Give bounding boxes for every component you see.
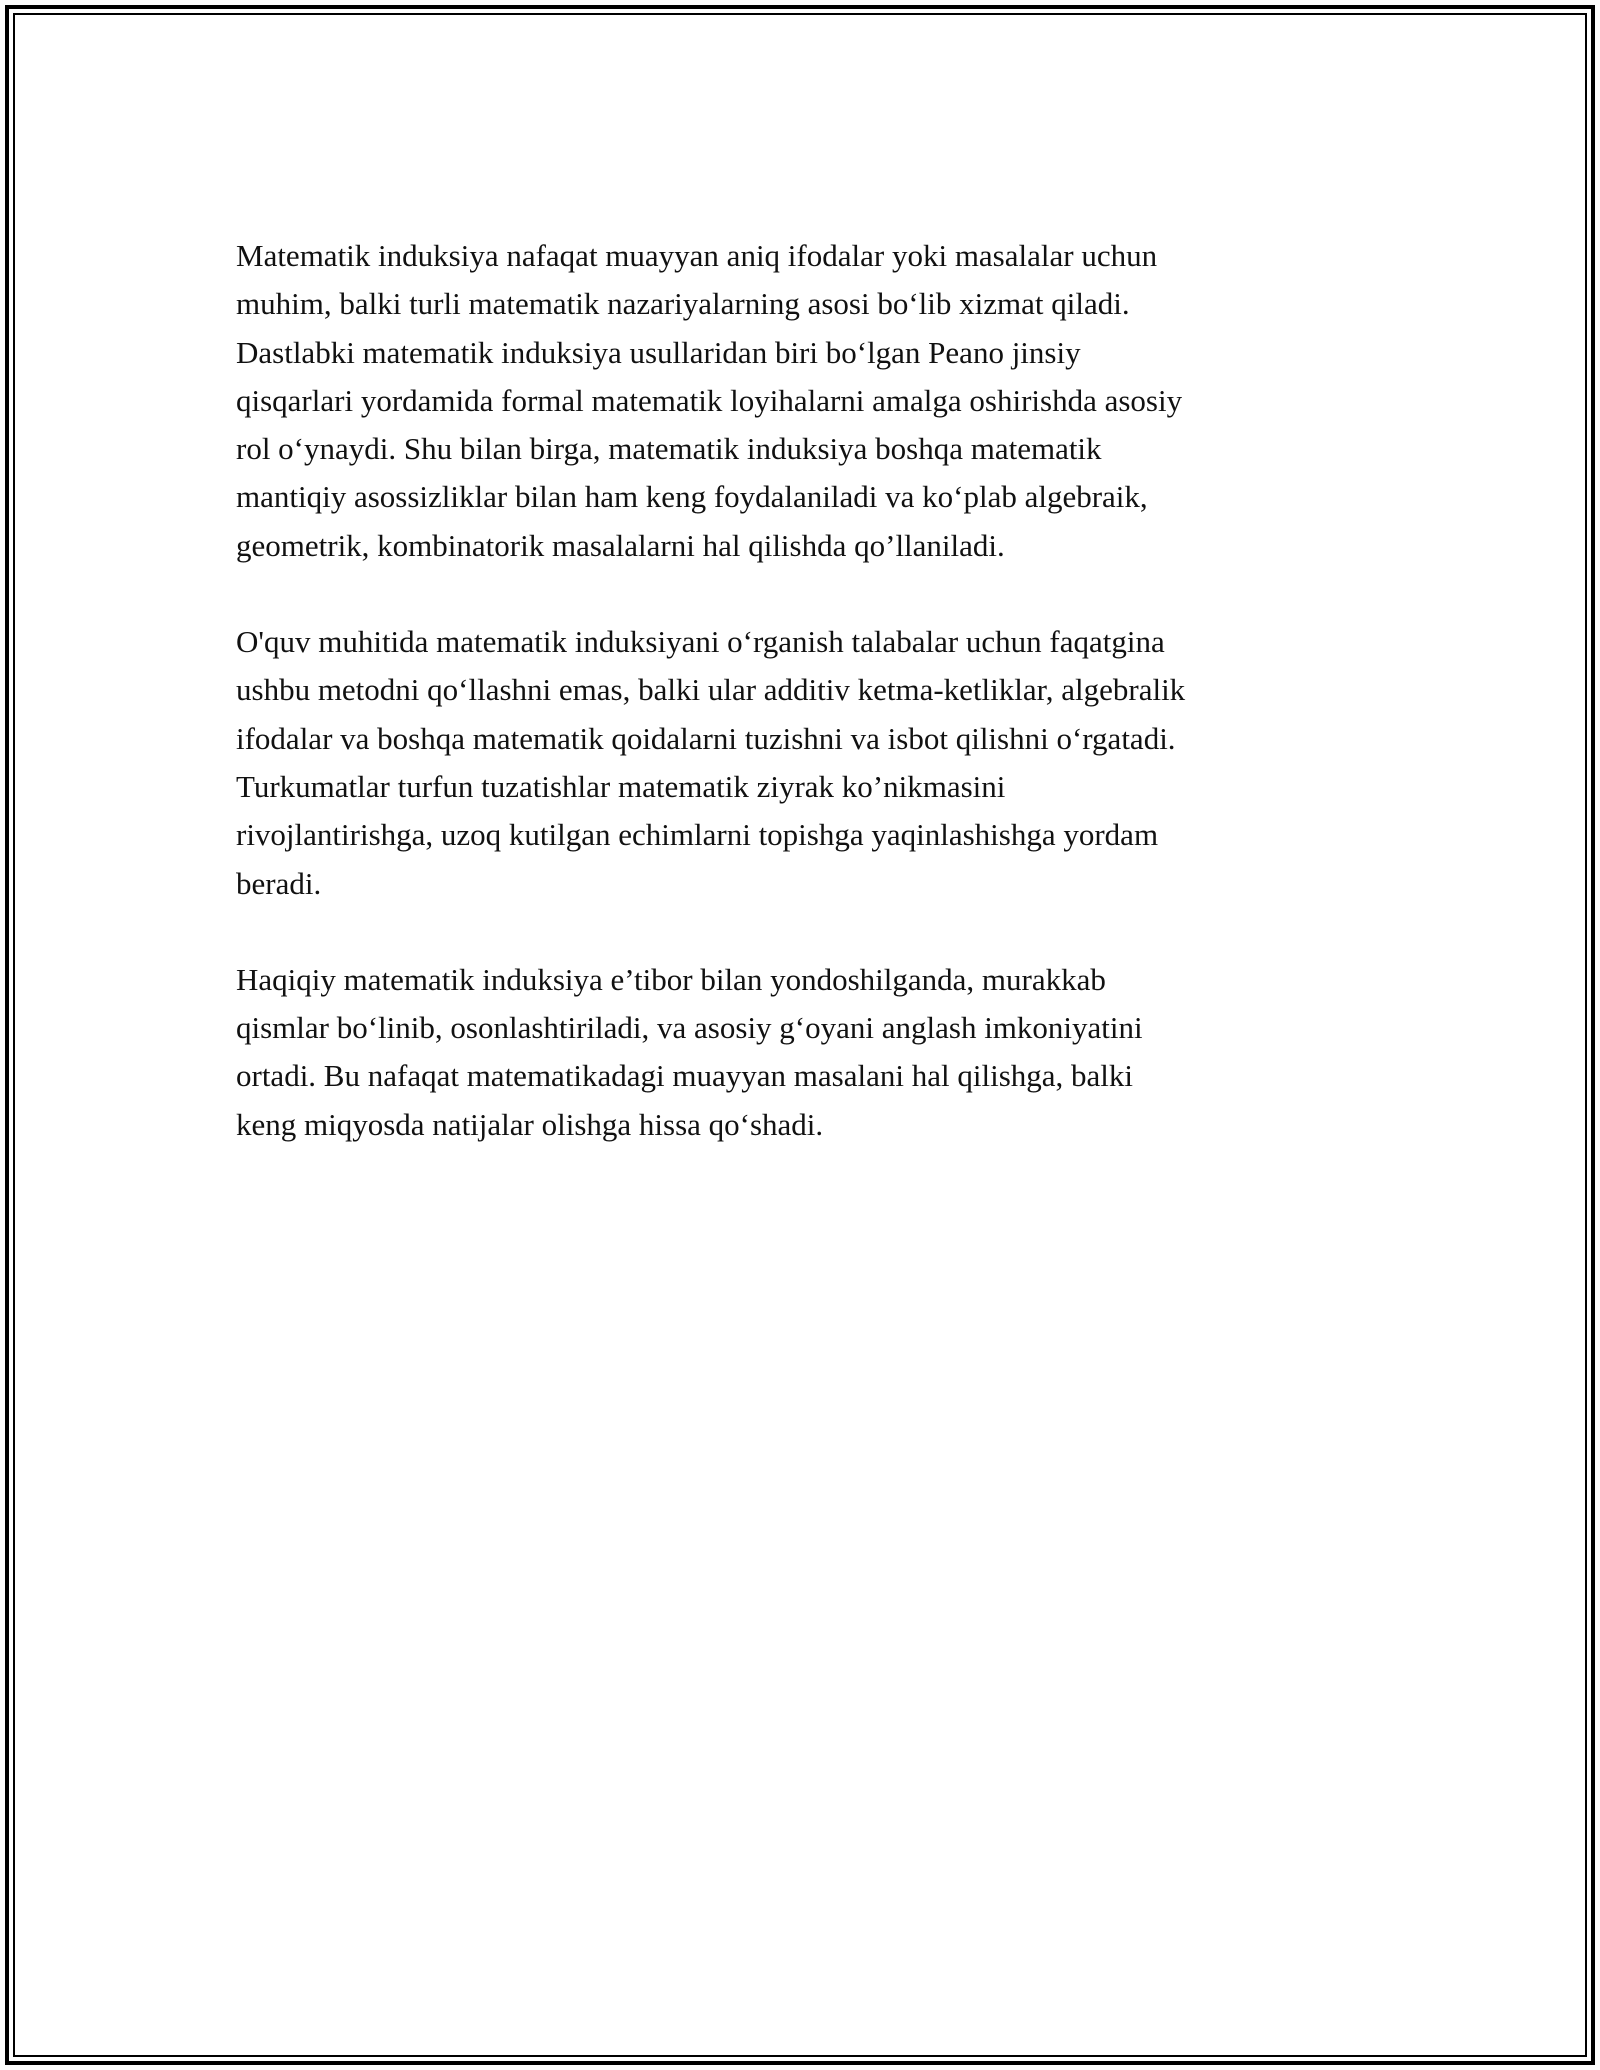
text-line: keng miqyosda natijalar olishga hissa qo‘shadi. [236, 1106, 824, 1142]
text-line: muhim, balki turli matematik nazariyalarning asosi bo‘lib xizmat qiladi. [236, 286, 1130, 322]
paragraph-3 [236, 956, 1381, 1149]
text-line: qisqarlari yordamida formal matematik loyihalarni amalga oshirishda asosiy [236, 382, 1183, 418]
text-line: Matematik induksiya nafaqat muayyan aniq ifodalar yoki masalalar uchun [236, 238, 1158, 273]
text-line: Turkumatlar turfun tuzatishlar matematik ziyrak ko’nikmasini [236, 768, 1006, 804]
text-line: geometrik, kombinatorik masalalarni hal qilishda qo’llaniladi. [236, 527, 1005, 563]
document-body [236, 232, 1381, 1197]
paragraph-2 [236, 618, 1381, 908]
text-line: rivojlantirishga, uzoq kutilgan echimlarni topishga yaqinlashishga yordam [236, 817, 1159, 853]
text-line: ushbu metodni qo‘llashni emas, balki ular additiv ketma-ketliklar, algebralik [236, 672, 1186, 708]
text-line: mantiqiy asossizliklar bilan ham keng foydalaniladi va ko‘plab algebraik, [236, 479, 1148, 515]
text-line: ortadi. Bu nafaqat matematikadagi muayyan masalani hal qilishga, balki [236, 1058, 1134, 1094]
text-line: rol o‘ynaydi. Shu bilan birga, matematik induksiya boshqa matematik [236, 431, 1102, 467]
text-line: Dastlabki matematik induksiya usullaridan biri bo‘lgan Peano jinsiy [236, 334, 1081, 370]
text-line: Haqiqiy matematik induksiya e’tibor bilan yondoshilganda, murakkab [236, 961, 1106, 997]
text-line: O'quv muhitida matematik induksiyani o‘rganish talabalar uchun faqatgina [236, 624, 1165, 660]
text-line: qismlar bo‘linib, osonlashtiriladi, va asosiy g‘oyani anglash imkoniyatini [236, 1010, 1143, 1046]
text-line: ifodalar va boshqa matematik qoidalarni tuzishni va isbot qilishni o‘rgatadi. [236, 720, 1176, 756]
paragraph-1 [236, 232, 1381, 570]
text-line: beradi. [236, 865, 322, 901]
